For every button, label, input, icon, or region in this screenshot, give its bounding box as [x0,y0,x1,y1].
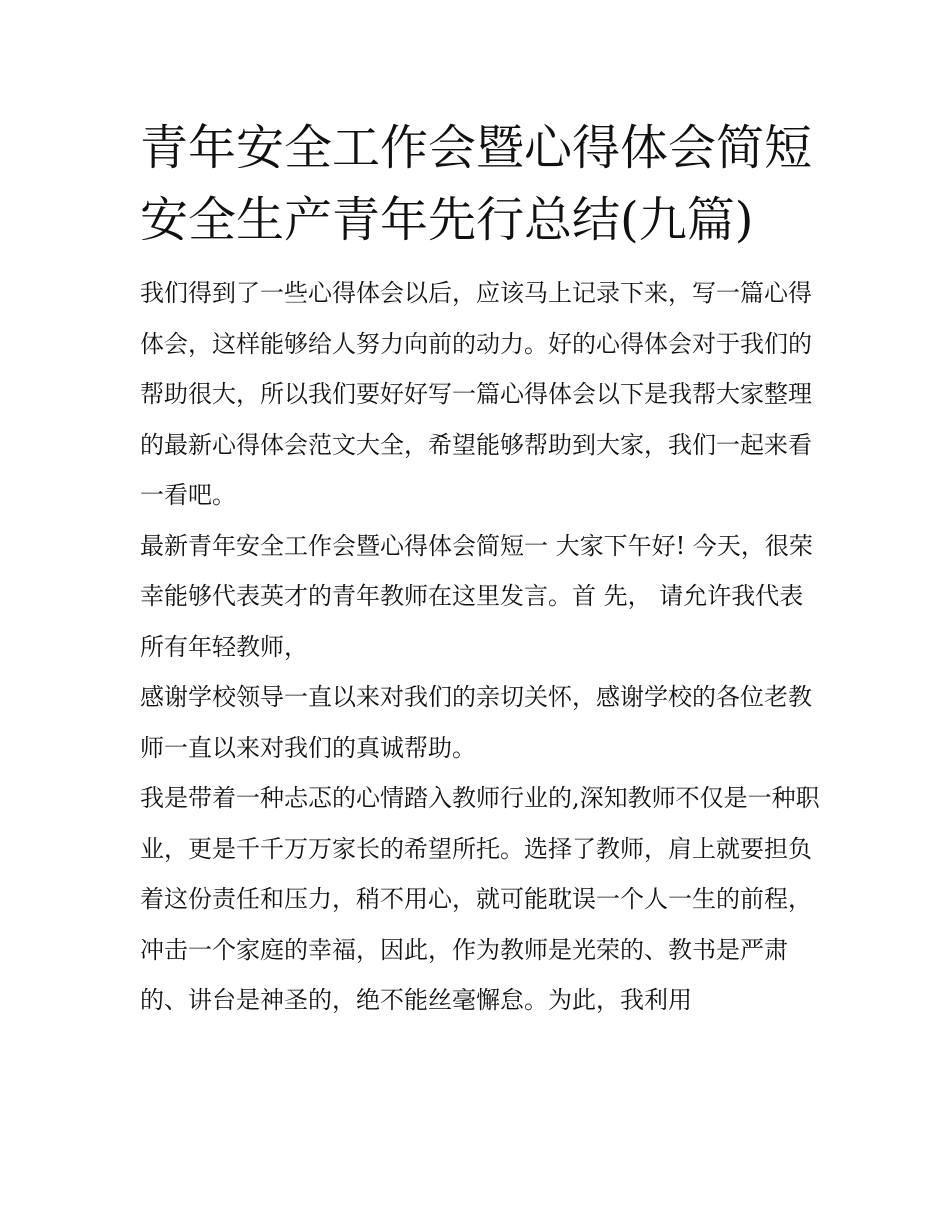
paragraph-thanks: 感谢学校领导一直以来对我们的亲切关怀，感谢学校的各位老教师一直以来对我们的真诚帮助。 [140,683,812,762]
document-title: 青年安全工作会暨心得体会简短 安全生产青年先行总结(九篇) [140,120,813,248]
document-body [140,268,820,1026]
paragraph-teacher-responsibility: 我是带着一种忐忑的心情踏入教师行业的,深知教师不仅是一种职业，更是千千万万家长的希望所托。选择了教师，肩上就要担负着这份责任和压力，稍不用心，就可能耽误一个人一生的前程，冲击一个家庭的幸福，因此，作为教师是光荣的、教书是严肃的、讲台是神圣的，绝不能丝毫懈怠。为此，我利用 [140,784,820,1014]
paragraph-speech-opening: 最新青年安全工作会暨心得体会简短一 大家下午好! 今天，很荣幸能够代表英才的青年教师在这里发言。首 先， 请允许我代表所有年轻教师， [140,531,813,661]
paragraph-intro: 我们得到了一些心得体会以后，应该马上记录下来，写一篇心得体会，这样能够给人努力向前的动力。好的心得体会对于我们的帮助很大，所以我们要好好写一篇心得体会以下是我帮大家整理的最新心得体会范文大全，希望能够帮助到大家，我们一起来看一看吧。 [140,279,812,509]
document-content [140,112,820,1026]
